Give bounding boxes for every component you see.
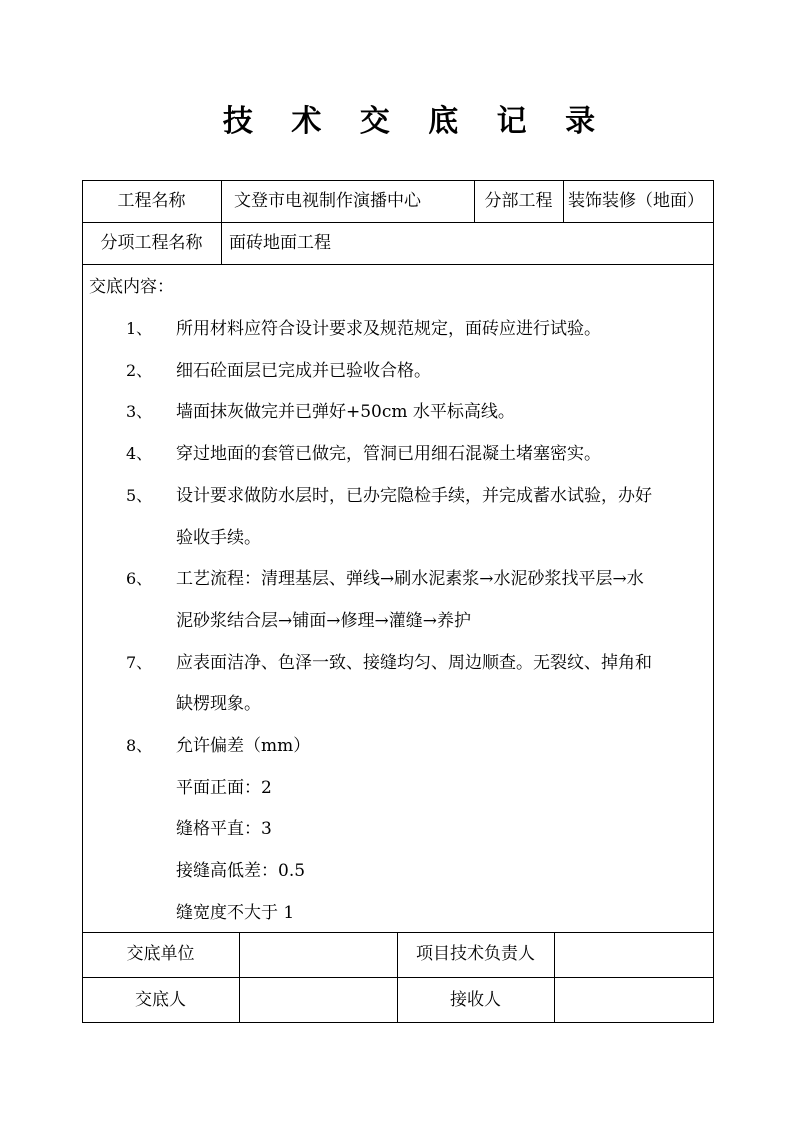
item-number: 5、 (126, 485, 153, 505)
column-divider (221, 180, 222, 265)
item-number: 4、 (126, 444, 153, 464)
item-text-line: 穿过地面的套管已做完，管洞已用细石混凝土堵塞密实。 (176, 444, 601, 465)
item-text-line: 允许偏差（mm） (176, 736, 311, 756)
item-text-line: 缺楞现象。 (176, 694, 261, 715)
document-title: 技 术 交 底 记 录 (222, 104, 610, 139)
row-divider (82, 264, 714, 265)
item-number: 7、 (126, 652, 153, 672)
item-number: 2、 (126, 360, 153, 380)
column-divider (239, 932, 240, 1023)
subitem-label: 分项工程名称 (100, 233, 203, 253)
item-text-line: 缝格平直：3 (176, 819, 272, 840)
item-text-line: 工艺流程：清理基层、弹线→刷水泥素浆→水泥砂浆找平层→水 (176, 569, 644, 590)
discloser-label: 交底人 (135, 990, 186, 1010)
item-text-line: 墙面抹灰做完并已弹好+50cm 水平标高线。 (176, 402, 515, 423)
item-text-line: 设计要求做防水层时，已办完隐检手续，并完成蓄水试验，办好 (176, 485, 652, 506)
item-text-line: 缝宽度不大于 1 (176, 902, 295, 923)
item-text-line: 应表面洁净、色泽一致、接缝均匀、周边顺查。无裂纹、掉角和 (176, 652, 652, 673)
item-number: 3、 (126, 402, 153, 422)
division-value: 装饰装修（地面） (568, 191, 704, 211)
item-text-line: 细石砼面层已完成并已验收合格。 (176, 360, 431, 381)
row-divider (82, 932, 714, 933)
unit-label: 交底单位 (126, 944, 195, 964)
record-table (82, 180, 714, 1023)
content-label: 交底内容： (89, 277, 174, 297)
item-text-line: 验收手续。 (176, 527, 261, 548)
item-text-line: 接缝高低差：0.5 (176, 861, 306, 882)
tech-lead-label: 项目技术负责人 (416, 944, 535, 964)
item-text-line: 平面正面：2 (176, 777, 272, 798)
row-divider (82, 977, 714, 978)
project-name-label: 工程名称 (117, 191, 186, 211)
column-divider (563, 180, 564, 223)
item-number: 8、 (126, 736, 153, 755)
column-divider (554, 932, 555, 1023)
item-text-line: 所用材料应符合设计要求及规范规定，面砖应进行试验。 (176, 319, 601, 339)
subitem-value: 面砖地面工程 (229, 233, 331, 253)
row-divider (82, 222, 714, 223)
division-label: 分部工程 (484, 191, 553, 211)
item-number: 6、 (126, 569, 153, 589)
receiver-label: 接收人 (450, 990, 501, 1010)
item-number: 1、 (126, 319, 153, 338)
project-name-value: 文登市电视制作演播中心 (234, 191, 421, 211)
item-text-line: 泥砂浆结合层→铺面→修理→灌缝→养护 (176, 610, 471, 631)
